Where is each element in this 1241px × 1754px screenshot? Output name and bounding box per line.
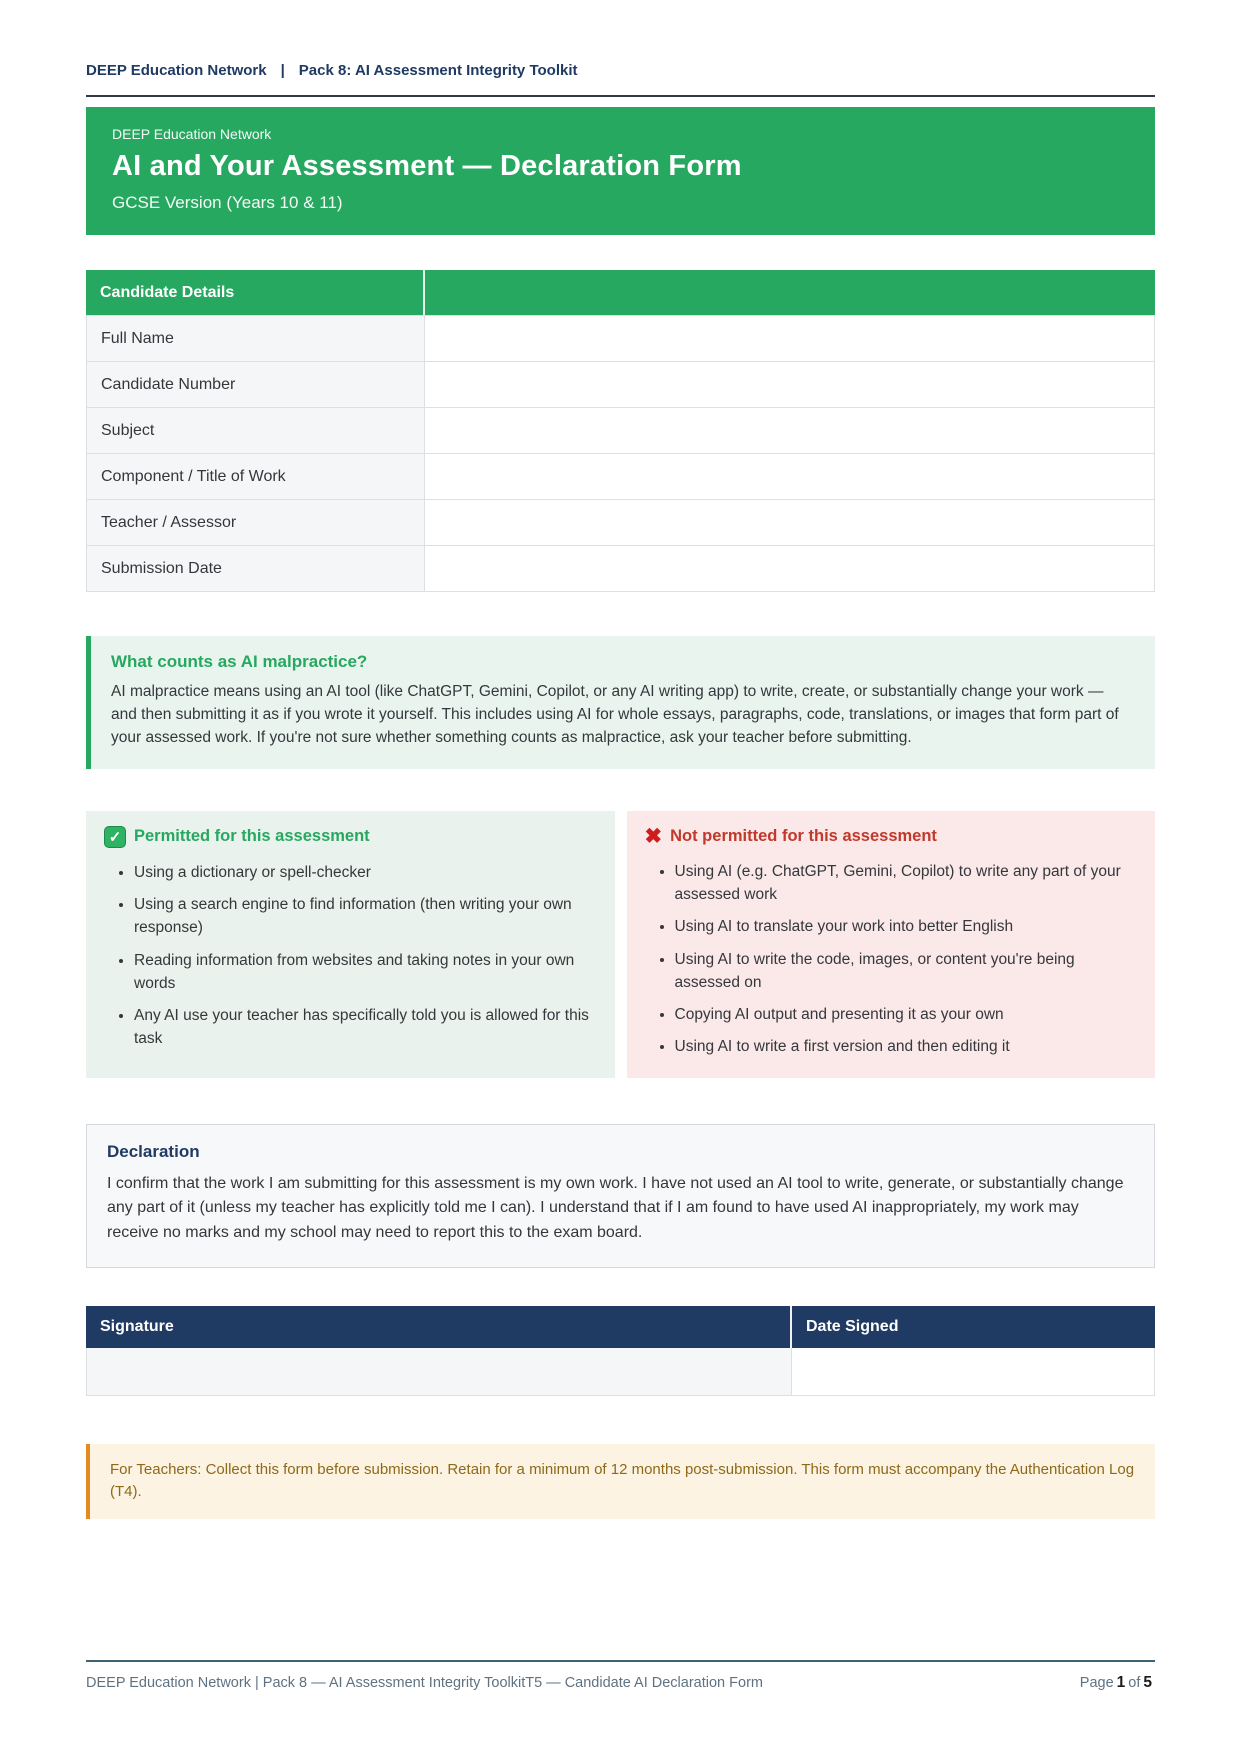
page-number — [1080, 1674, 1155, 1692]
candidate-number-label: Candidate Number — [87, 362, 425, 407]
list-item: • Using AI to translate your work into better English — [675, 915, 1138, 938]
list-item: • Reading information from websites and taking notes in your own words — [134, 949, 597, 996]
rules-columns — [86, 811, 1155, 1078]
not-permitted-title: Not permitted for this assessment — [670, 826, 937, 845]
page-total: 5 — [1143, 1674, 1152, 1691]
banner-org-name: DEEP Education Network — [112, 126, 272, 142]
subject-label: Subject — [87, 408, 425, 453]
title-banner — [86, 107, 1155, 235]
header-separator: | — [280, 62, 285, 79]
table-row — [87, 315, 1154, 361]
teacher-assessor-label: Teacher / Assessor — [87, 500, 425, 545]
page-label: Page — [1079, 1675, 1114, 1691]
banner-subtitle: GCSE Version (Years 10 & 11) — [112, 193, 343, 212]
candidate-details-header: Candidate Details — [86, 270, 425, 315]
candidate-details-table — [86, 270, 1155, 592]
list-item: • Using AI to write the code, images, or content you're being assessed on — [675, 948, 1138, 995]
not-permitted-panel — [627, 811, 1156, 1078]
permitted-panel — [86, 811, 615, 1078]
candidate-details-header-row — [86, 270, 1155, 315]
signature-table — [86, 1306, 1155, 1396]
header-brand: DEEP Education Network — [86, 62, 267, 79]
full-name-label: Full Name — [87, 316, 425, 361]
table-row — [86, 1348, 1155, 1396]
cross-icon: ✖ — [644, 824, 663, 848]
list-item: • Using AI (e.g. ChatGPT, Gemini, Copilot) to write any part of your assessed work — [675, 860, 1138, 907]
signature-field[interactable] — [87, 1348, 792, 1395]
declaration-body: I confirm that the work I am submitting for this assessment is my own work. I have not used an AI tool to write, generate, or substantially change any part of it (unless my teacher has explicitly told me I can). I understand that if I am found to have used AI inappropriately, my work may receive no marks and my school may need to report this to the exam board. — [107, 1174, 1124, 1242]
not-permitted-title-row — [645, 826, 1138, 847]
table-row — [87, 361, 1154, 407]
table-row — [87, 407, 1154, 453]
permitted-title-row — [104, 826, 597, 848]
malpractice-body: AI malpractice means using an AI tool (like ChatGPT, Gemini, Copilot, or any AI writing app) to write, create, or substantially change your work — and then submitting it as if you wrote it yourself. This includes using AI for whole essays, paragraphs, code, translations, or images that form part of your assessed work. If you're not sure whether something counts as malpractice, ask your teacher before submitting. — [111, 683, 1119, 746]
list-item: • Any AI use your teacher has specifically told you is allowed for this task — [134, 1004, 597, 1051]
permitted-list — [104, 861, 597, 1051]
date-signed-column-header: Date Signed — [806, 1317, 899, 1335]
document-header — [86, 62, 1155, 79]
signature-column-header: Signature — [86, 1306, 792, 1348]
declaration-box — [86, 1124, 1155, 1268]
page-footer — [86, 1660, 1155, 1692]
list-item: • Copying AI output and presenting it as your own — [675, 1003, 1138, 1026]
table-row — [87, 499, 1154, 545]
malpractice-title: What counts as AI malpractice? — [111, 652, 368, 671]
page-of-label: of — [1128, 1675, 1141, 1691]
table-row — [87, 545, 1154, 591]
signature-header-row — [86, 1306, 1155, 1348]
malpractice-callout — [86, 636, 1155, 769]
list-item: • Using a search engine to find information (then writing your own response) — [134, 893, 597, 940]
candidate-details-header-spacer — [425, 270, 1155, 315]
subject-field[interactable] — [425, 408, 1154, 453]
teacher-note-text: For Teachers: Collect this form before submission. Retain for a minimum of 12 months post-submission. This form must accompany the Authentication Log (T4). — [110, 1460, 1135, 1501]
component-title-label: Component / Title of Work — [87, 454, 425, 499]
candidate-number-field[interactable] — [425, 362, 1154, 407]
date-signed-field[interactable] — [792, 1348, 1154, 1395]
permitted-title: Permitted for this assessment — [134, 827, 370, 846]
teacher-note — [86, 1444, 1155, 1519]
submission-date-label: Submission Date — [87, 546, 425, 591]
header-pack-title: Pack 8: AI Assessment Integrity Toolkit — [298, 62, 578, 79]
header-divider — [86, 95, 1155, 97]
page-title: AI and Your Assessment — Declaration Form — [112, 150, 742, 182]
list-item: • Using AI to write a first version and then editing it — [675, 1035, 1138, 1058]
declaration-title: Declaration — [107, 1141, 200, 1161]
page-current: 1 — [1116, 1674, 1126, 1691]
check-icon: ✓ — [104, 826, 126, 848]
full-name-field[interactable] — [425, 316, 1154, 361]
teacher-assessor-field[interactable] — [425, 500, 1154, 545]
submission-date-field[interactable] — [425, 546, 1154, 591]
component-title-field[interactable] — [425, 454, 1154, 499]
table-row — [87, 453, 1154, 499]
footer-document-title: DEEP Education Network | Pack 8 — AI Assessment Integrity ToolkitT5 — Candidate AI Declaration Form — [86, 1675, 763, 1691]
not-permitted-list — [645, 860, 1138, 1059]
list-item: • Using a dictionary or spell-checker — [134, 861, 597, 884]
